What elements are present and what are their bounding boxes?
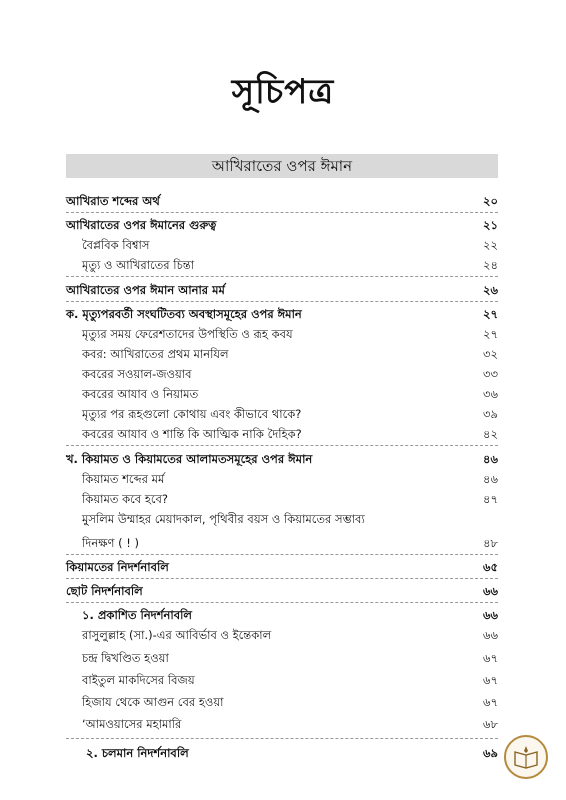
toc-entry-label: মুসলিম উম্মাহর মেয়াদকাল, পৃথিবীর বয়স ও কিয়ামতের সম্ভাব্য — [82, 512, 365, 526]
toc-entry[interactable] — [66, 425, 498, 443]
toc-entry[interactable] — [66, 671, 498, 689]
toc-entry[interactable] — [66, 385, 498, 403]
toc-entry-label: কবরের আযাব ও শান্তি কি আত্মিক নাকি দৈহিক? — [82, 427, 302, 441]
section-header: আখিরাতের ওপর ঈমান — [66, 154, 498, 178]
page-title: সূচিপত্র — [231, 72, 335, 112]
toc-entry-page: ৬৭ — [483, 695, 498, 709]
toc-entry-label: কিয়ামতের নিদর্শনাবলি — [66, 560, 169, 574]
toc-entry-label: হিজায থেকে আগুন বের হওয়া — [82, 695, 224, 709]
toc-entry-page: ৩৬ — [483, 387, 498, 401]
toc-entry-label: দিনক্ষণ ( ! ) — [82, 536, 140, 550]
toc-entry-page: ২০ — [483, 194, 498, 208]
toc-entry-label: কিয়ামত কবে হবে? — [82, 492, 169, 506]
toc-entry-label: কবরের সওয়াল-জওয়াব — [82, 367, 192, 381]
toc-entry-label: আখিরাতের ওপর ঈমান আনার মর্ম — [66, 283, 225, 297]
toc-entry[interactable] — [66, 744, 498, 762]
toc-entry-page: ৪৬ — [483, 472, 498, 486]
toc-entry[interactable] — [66, 216, 498, 234]
toc-entry-label: আখিরাত শব্দের অর্থ — [66, 194, 160, 208]
toc-entry-page: ২৭ — [483, 327, 498, 341]
toc-entry-page: ৬৮ — [483, 717, 498, 731]
publisher-logo — [504, 735, 548, 779]
toc-entry[interactable] — [66, 510, 498, 528]
divider — [66, 445, 498, 446]
toc-entry[interactable] — [66, 192, 498, 210]
toc-entry-page: ৬৫ — [483, 560, 498, 574]
toc-entry-page: ৬৭ — [483, 651, 498, 665]
toc-entry-label: কিয়ামত শব্দের মর্ম — [82, 472, 165, 486]
toc-entry-label: ‘আমওয়াসের মহামারি — [82, 717, 182, 731]
toc-entry[interactable] — [66, 606, 498, 624]
toc-entry[interactable] — [66, 534, 498, 552]
toc-entry-label: আখিরাতের ওপর ঈমানের গুরুত্ব — [66, 218, 217, 232]
book-logo-icon — [512, 743, 540, 771]
divider — [66, 738, 498, 739]
toc-entry-label: বাইতুল মাকদিসের বিজয় — [82, 673, 195, 687]
toc-entry-page: ৩৯ — [483, 407, 498, 421]
toc-entry-page: ৩২ — [483, 347, 498, 361]
divider — [66, 301, 498, 302]
toc-entry-label: বৈপ্লবিক বিশ্বাস — [82, 238, 150, 252]
toc-entry[interactable] — [66, 405, 498, 423]
toc-entry[interactable] — [66, 450, 498, 468]
toc-entry-page: ৬৬ — [483, 608, 498, 622]
toc-entry-label: মৃত্যুর সময় ফেরেশতাদের উপস্থিতি ও রূহ কবয — [82, 327, 293, 341]
toc-entry[interactable] — [66, 305, 498, 323]
toc-entry[interactable] — [66, 470, 498, 488]
toc-entry[interactable] — [66, 281, 498, 299]
toc-entry-page: ৩৩ — [483, 367, 498, 381]
divider — [66, 212, 498, 213]
toc-entry-page: ২২ — [483, 238, 498, 252]
toc-entry-page: ৬৯ — [483, 746, 498, 760]
toc-entry[interactable] — [66, 649, 498, 667]
toc-entry-label: খ. কিয়ামত ও কিয়ামতের আলামতসমূহের ওপর ঈমান — [66, 452, 313, 466]
toc-entry-page: ২৬ — [483, 283, 498, 297]
toc-entry-page: ৬৬ — [483, 584, 498, 598]
toc-entry-page: ৪৮ — [483, 536, 498, 550]
toc-entry-page: ৬৬ — [483, 628, 498, 642]
toc-entry-page: ৪২ — [483, 427, 498, 441]
divider — [66, 578, 498, 579]
toc-entry-label: ১. প্রকাশিত নিদর্শনাবলি — [82, 608, 192, 622]
toc-entry[interactable] — [66, 490, 498, 508]
divider — [66, 554, 498, 555]
toc-entry[interactable] — [66, 715, 498, 733]
toc-entry-label: রাসুলুল্লাহ (সা.)-এর আবির্ভাব ও ইন্তেকাল — [82, 628, 272, 642]
toc-entry-label: মৃত্যু ও আখিরাতের চিন্তা — [82, 258, 195, 272]
toc-entry-label: কবরের আযাব ও নিয়ামত — [82, 387, 199, 401]
toc-entry-label: ছোট নিদর্শনাবলি — [66, 584, 143, 598]
toc-entry[interactable] — [66, 582, 498, 600]
toc-entry-label: কবর: আখিরাতের প্রথম মানযিল — [82, 347, 229, 361]
toc-entry-page: ২৭ — [483, 307, 498, 321]
toc-entry-page: ৬৭ — [483, 673, 498, 687]
toc-entry-page: ২৪ — [483, 258, 498, 272]
divider — [66, 602, 498, 603]
toc-entry[interactable] — [66, 236, 498, 254]
toc-entry[interactable] — [66, 558, 498, 576]
toc-entry-page: ২১ — [483, 218, 498, 232]
toc-entry[interactable] — [66, 365, 498, 383]
toc-entry[interactable] — [66, 256, 498, 274]
toc-entry-label: ক. মৃত্যুপরবর্তী সংঘটিতব্য অবস্থাসমূহের ওপর ঈমান — [66, 307, 302, 321]
toc-entry[interactable] — [66, 693, 498, 711]
toc-entry[interactable] — [66, 345, 498, 363]
toc-entry[interactable] — [66, 325, 498, 343]
toc-entry-label: চন্দ্র দ্বিখণ্ডিত হওয়া — [82, 651, 169, 665]
toc-entry[interactable] — [66, 626, 498, 644]
divider — [66, 276, 498, 277]
toc-entry-page: ৪৭ — [483, 492, 498, 506]
toc-entry-label: মৃত্যুর পর রূহগুলো কোথায় এবং কীভাবে থাকে? — [82, 407, 302, 421]
toc-entry-label: ২. চলমান নিদর্শনাবলি — [86, 746, 189, 760]
toc-entry-page: ৪৬ — [483, 452, 498, 466]
